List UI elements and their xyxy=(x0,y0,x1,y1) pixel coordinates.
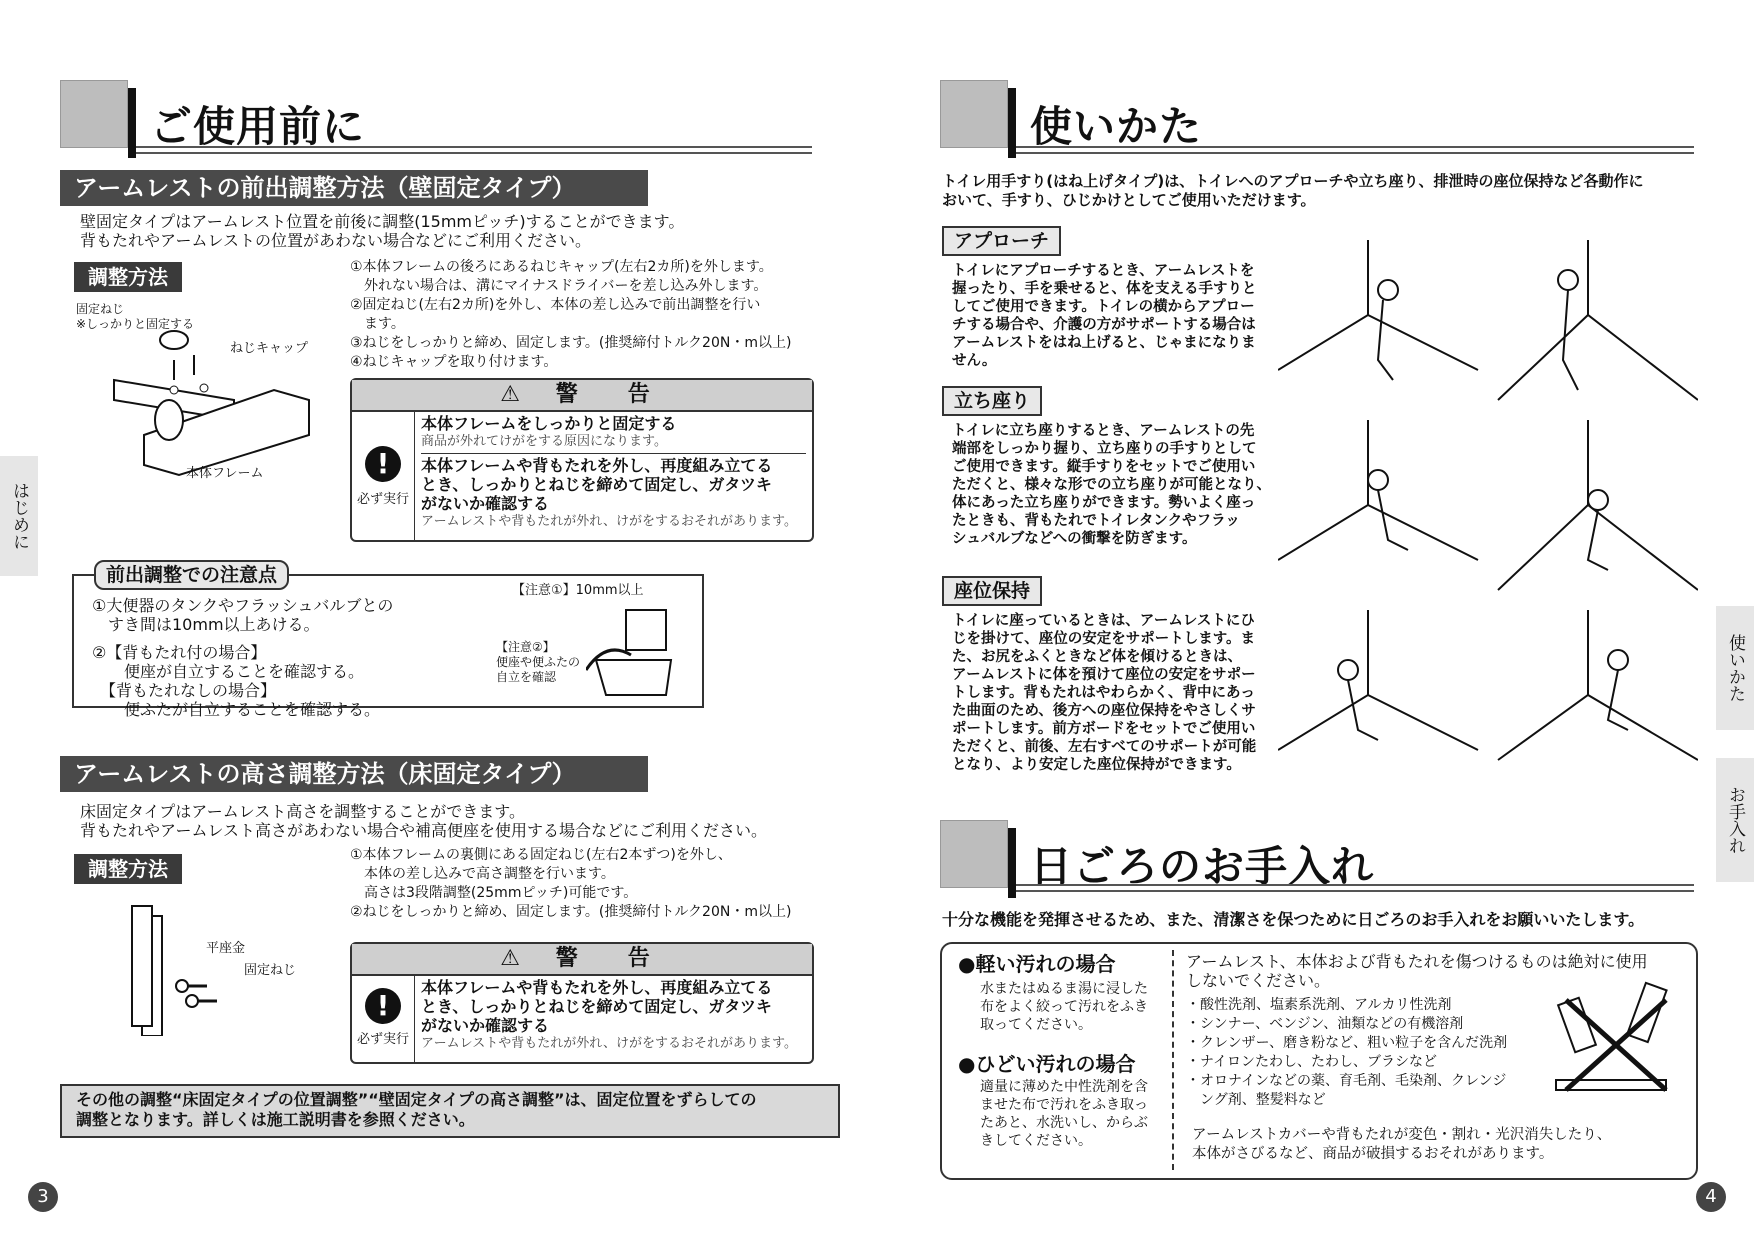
must-label-2: 必ず実行 xyxy=(356,1032,409,1047)
warning-title-2: 警 告 xyxy=(555,946,664,971)
method-label-2: 調整方法 xyxy=(74,854,182,884)
label-fixing-screw: 固定ねじ ※しっかりと固定する xyxy=(76,302,195,331)
label-main-frame: 本体フレーム xyxy=(186,466,264,481)
warning-icon: ⚠ xyxy=(500,382,535,407)
section-intro: 壁固定タイプはアームレスト位置を前後に調整(15mmピッチ)することができます。 背もたれやアームレストの位置があわない場合などにご利用ください。 xyxy=(80,212,685,250)
damage-warning: アームレストカバーや背もたれが変色・割れ・光沢消失したり、 本体がさびるなど、商品が破損するおそれがあります。 xyxy=(1192,1127,1612,1162)
heavy-dirt-text: 適量に薄めた中性洗剤を含 ませた布で汚れをふき取っ たあと、水洗いし、からぶ きしてください。 xyxy=(980,1079,1148,1149)
prohibited-cleaners-illustration xyxy=(1546,980,1686,1110)
warning-1-main: 本体フレームをしっかりと固定する xyxy=(421,414,677,433)
method-label: 調整方法 xyxy=(74,262,182,292)
must-column-2 xyxy=(352,976,415,1062)
label-fixing-screw-2: 固定ねじ xyxy=(244,963,297,978)
page-number-right: 4 xyxy=(1696,1182,1726,1212)
prohibited-list: ・酸性洗剤、塩素系洗剤、アルカリ性洗剤 ・シンナー、ベンジン、油類などの有機溶剤 ・クレンザー、磨き粉など、粗い粒子を含んだ洗剤 ・ナイロンたわし、たわし、ブラシなど ・オロナインなどの薬、育毛剤、毛染剤、クレンジ ング剤、整髪料など xyxy=(1186,997,1508,1108)
must-column xyxy=(352,412,415,540)
title-marker xyxy=(60,80,128,148)
posture-label: 座位保持 xyxy=(942,576,1042,606)
other-adjustment-note: その他の調整“床固定タイプの位置調整”“壁固定タイプの高さ調整”は、固定位置をずらしての 調整となります。詳しくは施工説明書を参照ください。 xyxy=(60,1084,840,1138)
warning-2-main: 本体フレームや背もたれを外し、再度組み立てる とき、しっかりとねじを締めて固定し、ガタツキ がないか確認する xyxy=(421,456,773,513)
usage-illustrations xyxy=(1278,240,1698,770)
exclamation-icon: ! xyxy=(365,988,401,1024)
section-heading-height-adjust: アームレストの高さ調整方法（床固定タイプ） xyxy=(60,756,648,792)
side-tab-usage[interactable]: 使いかた xyxy=(1716,606,1754,730)
steps-front-adjust: ①本体フレームの後ろにあるねじキャップ(左右2カ所)を外します。 外れない場合は、溝にマイナスドライバーを差し込み外します。 ②固定ねじ(左右2カ所)を外し、本体の差し込みで前出調整を行い ます。 ③ねじをしっかりと締め、固定します。(推奨締付トルク20N・m以上) ④ねじキャップを取り付けます。 xyxy=(350,259,792,370)
standing-text: トイレに立ち座りするとき、アームレストの先 端部をしっかり握り、立ち座りの手すりとして ご使用できます。縦手すりをセットでご使用い ただくと、様々な形での立ち座りが可能となり、 体にあった立ち座りができます。勢いよく座っ たときも、背もたれでトイレタンクやフラッ シュバルブなどへの衝撃を防ぎます。 xyxy=(952,423,1271,547)
side-tab-intro[interactable]: はじめに xyxy=(0,456,38,576)
care-divider xyxy=(1172,950,1174,1170)
warning-3-main: 本体フレームや背もたれを外し、再度組み立てる とき、しっかりとねじを締めて固定し、ガタツキ がないか確認する xyxy=(421,978,773,1035)
label-plate-washer: 平座金 xyxy=(206,941,246,956)
caution-fig-note-1: 【注意①】10mm以上 xyxy=(512,583,644,598)
title-marker-care xyxy=(940,820,1008,888)
title-bar xyxy=(128,88,136,158)
page-title-right: 使いかた xyxy=(1030,102,1203,151)
warning-2-note: アームレストや背もたれが外れ、けがをするおそれがあります。 xyxy=(421,514,797,529)
warning-box-2 xyxy=(350,942,814,1064)
title-rule xyxy=(136,146,812,154)
must-label: 必ず実行 xyxy=(356,492,409,507)
title-bar-care xyxy=(1008,828,1016,898)
light-dirt-text: 水またはぬるま湯に浸した 布をよく絞って汚れをふき 取ってください。 xyxy=(980,981,1148,1033)
light-dirt-heading: ●軽い汚れの場合 xyxy=(958,952,1116,976)
approach-text: トイレにアプローチするとき、アームレストを 握ったり、手を乗せると、体を支える手すりと してご使用できます。トイレの横からアプロー チする場合や、介護の方がサポートする場合は アームレストをはね上げると、じゃまになりま せん。 xyxy=(952,263,1257,369)
caution-fig-note-2: 【注意②】 便座や便ふたの 自立を確認 xyxy=(496,640,581,684)
approach-label: アプローチ xyxy=(942,226,1061,256)
label-screw-cap: ねじキャップ xyxy=(230,341,309,356)
section2-intro: 床固定タイプはアームレスト高さを調整することができます。 背もたれやアームレスト高さがあわない場合や補高便座を使用する場合などにご利用ください。 xyxy=(80,802,768,840)
title-bar-right xyxy=(1008,88,1016,158)
caution-point-2: ②【背もたれ付の場合】 便座が自立することを確認する。 【背もたれなしの場合】 便ふたが自立することを確認する。 xyxy=(92,643,381,719)
warning-head-2 xyxy=(352,944,812,976)
standing-label: 立ち座り xyxy=(942,386,1042,416)
page-title-left: ご使用前に xyxy=(150,102,366,151)
heavy-dirt-heading: ●ひどい汚れの場合 xyxy=(958,1052,1136,1076)
section-heading-front-adjust: アームレストの前出調整方法（壁固定タイプ） xyxy=(60,170,648,206)
exclamation-icon: ! xyxy=(365,446,401,482)
warning-title: 警 告 xyxy=(555,382,664,407)
side-tab-care[interactable]: お手入れ xyxy=(1716,758,1754,882)
warning-3-note: アームレストや背もたれが外れ、けがをするおそれがあります。 xyxy=(421,1036,797,1051)
caution-heading: 前出調整での注意点 xyxy=(94,560,289,590)
posture-text: トイレに座っているときは、アームレストにひ じを掛けて、座位の安定をサポートします。ま た、お尻をふくときなど体を傾けるときは、 アームレストに体を預けて座位の安定をサポー トします。背もたれはやわらかく、背中にあっ た曲面のため、後方への座位保持をやさしくサ ポートします。前方ボードをセットでご使用い ただくと、前後、左右すべてのサポートが可能 となり、より安定した座位保持ができます。 xyxy=(952,613,1257,773)
prohibited-heading: アームレスト、本体および背もたれを傷つけるものは絶対に使用 しないでください。 xyxy=(1186,952,1648,990)
warning-box-1 xyxy=(350,378,814,542)
caution-point-1: ①大便器のタンクやフラッシュバルブとの すき間は10mm以上あける。 xyxy=(92,596,394,634)
title-rule-care xyxy=(1016,884,1694,892)
warning-head xyxy=(352,380,812,412)
care-intro: 十分な機能を発揮させるため、また、清潔さを保つために日ごろのお手入れをお願いいたします。 xyxy=(942,910,1645,929)
toilet-clearance-illustration xyxy=(586,600,686,700)
steps-height-adjust: ①本体フレームの裏側にある固定ねじ(左右2本ずつ)を外し、 本体の差し込みで高さ調整を行います。 高さは3段階調整(25mmピッチ)可能です。 ②ねじをしっかりと締め、固定します。(推奨締付トルク20N・m以上) xyxy=(350,847,792,920)
title-rule-right xyxy=(1016,146,1694,154)
care-title: 日ごろのお手入れ xyxy=(1030,842,1375,891)
title-marker-right xyxy=(940,80,1008,148)
usage-intro: トイレ用手すり(はね上げタイプ)は、トイレへのアプローチや立ち座り、排泄時の座位保持など各動作に おいて、手すり、ひじかけとしてご使用いただけます。 xyxy=(942,172,1644,209)
warning-icon: ⚠ xyxy=(500,946,535,971)
page-number-left: 3 xyxy=(28,1182,58,1212)
warning-1-note: 商品が外れてけがをする原因になります。 xyxy=(421,433,806,454)
